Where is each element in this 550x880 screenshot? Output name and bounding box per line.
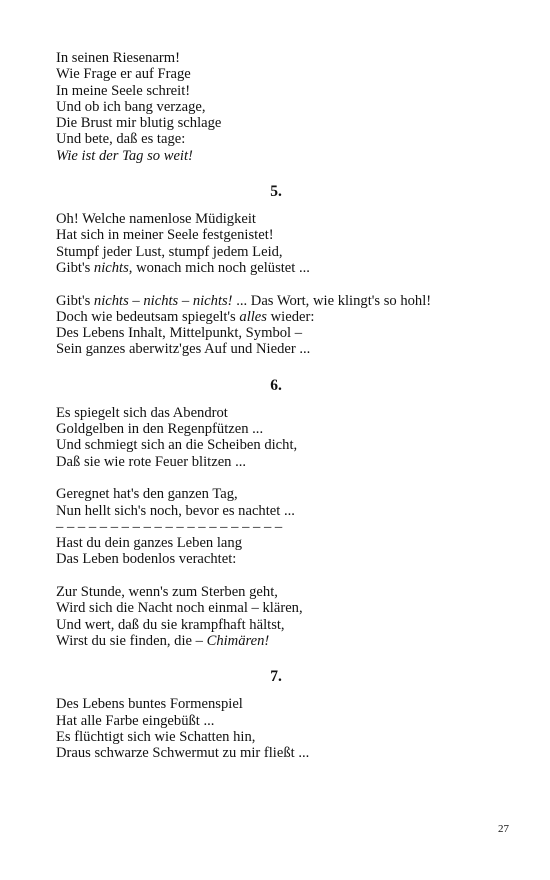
italic-text: alles xyxy=(239,308,267,325)
verse-line: Wie Frage er auf Frage xyxy=(56,66,191,83)
verse-line: Des Lebens Inhalt, Mittelpunkt, Symbol – xyxy=(56,325,303,342)
verse-line: Es spiegelt sich das Abendrot xyxy=(56,404,228,421)
verse-line: Daß sie wie rote Feuer blitzen ... xyxy=(56,453,247,470)
verse-line: Und wert, daß du sie krampfhaft hältst, xyxy=(56,616,285,633)
verse-line: Hast du dein ganzes Leben lang xyxy=(56,535,243,552)
verse-text: wieder: xyxy=(266,308,315,325)
verse-text: ... Das Wort, wie klingt's so hohl! xyxy=(232,292,432,309)
verse-line: Sein ganzes aberwitz'ges Auf und Nieder ... xyxy=(56,341,311,358)
verse-text: Doch wie bedeutsam spiegelt's xyxy=(56,308,240,325)
verse-line: Des Lebens buntes Formenspiel xyxy=(56,696,243,713)
verse-line: Und ob ich bang verzage, xyxy=(56,98,206,115)
section-heading: 7. xyxy=(270,668,282,686)
verse-line: Geregnet hat's den ganzen Tag, xyxy=(56,486,238,503)
section-heading: 5. xyxy=(270,183,282,201)
verse-line: Es flüchtigt sich wie Schatten hin, xyxy=(56,728,256,745)
verse-line: Zur Stunde, wenn's zum Sterben geht, xyxy=(56,584,278,601)
verse-line xyxy=(56,633,496,649)
verse-line: Hat alle Farbe eingebüßt ... xyxy=(56,712,215,729)
verse-line: In meine Seele schreit! xyxy=(56,82,191,99)
verse-line: Stumpf jeder Lust, stumpf jedem Leid, xyxy=(56,243,283,260)
verse-line: Das Leben bodenlos verachtet: xyxy=(56,551,237,568)
poem-page xyxy=(56,50,496,761)
verse-text: Wirst du sie finden, die – xyxy=(56,632,207,649)
verse-line: Nun hellt sich's noch, bevor es nachtet ... xyxy=(56,502,295,519)
verse-line: Oh! Welche namenlose Müdigkeit xyxy=(56,211,256,228)
verse-line xyxy=(56,293,496,309)
italic-text: Chimären! xyxy=(206,632,270,649)
verse-line: Und schmiegt sich an die Scheiben dicht, xyxy=(56,437,298,454)
verse-text: Gibt's xyxy=(56,259,94,276)
italic-text: nichts, xyxy=(93,259,133,276)
verse-text: Gibt's xyxy=(56,292,94,309)
verse-line xyxy=(56,309,496,325)
verse-line: Hat sich in meiner Seele festgenistet! xyxy=(56,227,274,244)
italic-text: nichts – nichts – nichts! xyxy=(93,292,233,309)
verse-text: wonach mich noch gelüstet ... xyxy=(132,259,310,276)
verse-line: Wird sich die Nacht noch einmal – klären, xyxy=(56,600,303,617)
verse-line: In seinen Riesenarm! xyxy=(56,50,181,66)
verse-line xyxy=(56,148,496,164)
verse-line: Goldgelben in den Regenpfützen ... xyxy=(56,421,264,438)
dash-divider-line: – – – – – – – – – – – – – – – – – – – – – xyxy=(56,518,283,535)
verse-line xyxy=(56,260,496,276)
italic-text: Wie ist der Tag so weit! xyxy=(56,147,193,164)
section-heading: 6. xyxy=(270,376,282,394)
verse-line: Und bete, daß es tage: xyxy=(56,131,186,148)
verse-line: Draus schwarze Schwermut zu mir fließt ... xyxy=(56,745,310,762)
page-number: 27 xyxy=(498,823,509,835)
verse-line: Die Brust mir blutig schlage xyxy=(56,115,222,132)
